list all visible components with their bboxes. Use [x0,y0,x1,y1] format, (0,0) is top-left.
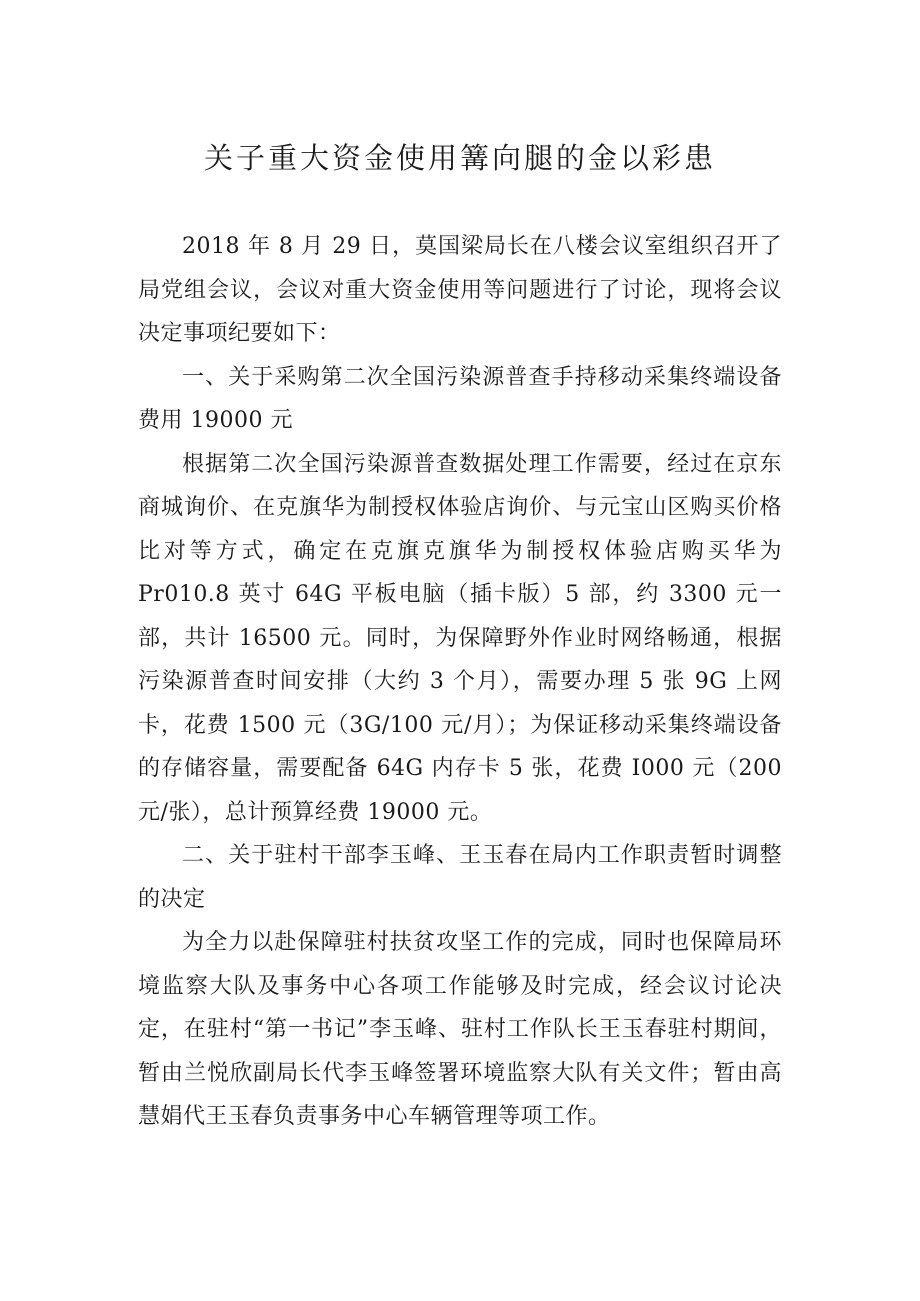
paragraph-item-two-heading: 二、关于驻村干部李玉峰、王玉春在局内工作职责暂时调整的决定 [138,843,782,912]
paragraph-item-one-detail: 根据第二次全国污染源普查数据处理工作需要，经过在京东商城询价、在克旗华为制授权体验店询价、与元宝山区购买价格比对等方式，确定在克旗克旗华为制授权体验店购买华为 Pr010.8 英寸 64G 平板电脑（插卡版）5 部，约 3300 元一部，共计 16500 元。同时，为保障野外作业时网络畅通，根据污染源普查时间安排（大约 3 个月），需要办理 5 张 9G 上网卡，花费 1500 元（3G/100 元/月）；为保证移动采集终端设备的存储容量，需要配备 64G 内存卡 5 张，花费 I000 元（200 元/张），总计预算经费 19000 元。 [138,451,782,825]
paragraph-item-two-detail: 为全力以赴保障驻村扶贫攻坚工作的完成，同时也保障局环境监察大队及事务中心各项工作能够及时完成，经会议讨论决定，在驻村“第一书记”李玉峰、驻村工作队长王玉春驻村期间，暂由兰悦欣副局长代李玉峰签署环境监察大队有关文件；暂由高慧娟代王玉春负责事务中心车辆管理等项工作。 [138,930,782,1129]
document-title: 关子重大资金使用篝向腿的金以彩患 [203,141,716,175]
paragraph-meeting-intro: 2018 年 8 月 29 日，莫国梁局长在八楼会议室组织召开了局党组会议，会议对重大资金使用等问题进行了讨论，现将会议决定事项纪要如下： [138,234,782,346]
document-body [138,225,782,1139]
paragraph-item-one-heading: 一、关于采购第二次全国污染源普查手持移动采集终端设备费用 19000 元 [138,364,782,433]
